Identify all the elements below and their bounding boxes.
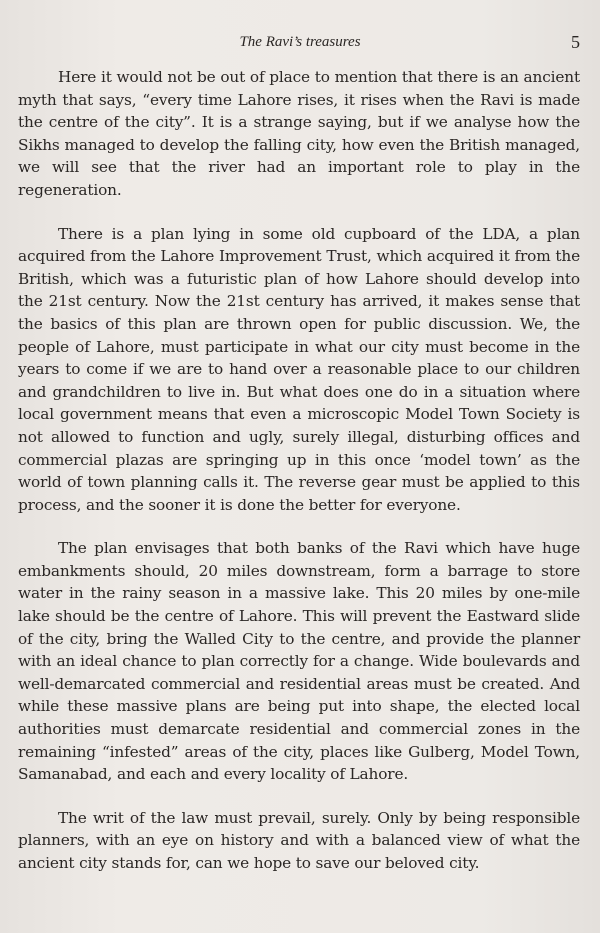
body-text bbox=[18, 66, 580, 896]
paragraph-3: The plan envisages that both banks of the Ravi which have huge embankments should, 20 miles downstream, form a barrage to store water in the rainy season in a massive lake. This 20 miles by one-mile lake should be the centre of Lahore. This will prevent the Eastward slide of the city, bring the Walled City to the centre, and provide the planner with an ideal chance to plan correctly for a change. Wide boulevards and well-demarcated commercial and residential areas must be created. And while these massive plans are being put into shape, the elected local authorities must demarcate residential and commercial zones in the remaining “infested” areas of the city, places like Gulberg, Model Town, Samanabad, and each and every locality of Lahore. bbox=[18, 539, 580, 784]
paragraph-2: There is a plan lying in some old cupboard of the LDA, a plan acquired from the Lahore Improvement Trust, which acquired it from the British, which was a futuristic plan of how Lahore should develop into the 21st century. Now the 21st century has arrived, it makes sense that the basics of this plan are thrown open for public discussion. We, the people of Lahore, must participate in what our city must become in the years to come if we are to hand over a reasonable place to our children and grandchildren to live in. But what does one do in a situation where local government means that even a microscopic Model Town Society is not allowed to function and ugly, surely illegal, disturbing offices and commercial plazas are springing up in this once ‘model town’ as the world of town planning calls it. The reverse gear must be applied to this process, and the sooner it is done the better for everyone. bbox=[18, 224, 580, 514]
paragraph-1: Here it would not be out of place to mention that there is an ancient myth that says, “every time Lahore rises, it rises when the Ravi is made the centre of the city”. It is a strange saying, but if we analyse how the Sikhs managed to develop the falling city, how even the British managed, we will see that the river had an important role to play in the regeneration. bbox=[18, 68, 580, 199]
paragraph-4: The writ of the law must prevail, surely. Only by being responsible planners, with an eye on history and with a balanced view of what the ancient city stands for, can we hope to save our beloved city. bbox=[18, 808, 580, 872]
running-head-title: The Ravi’s treasures bbox=[239, 34, 361, 50]
page-number: 5 bbox=[571, 32, 580, 52]
